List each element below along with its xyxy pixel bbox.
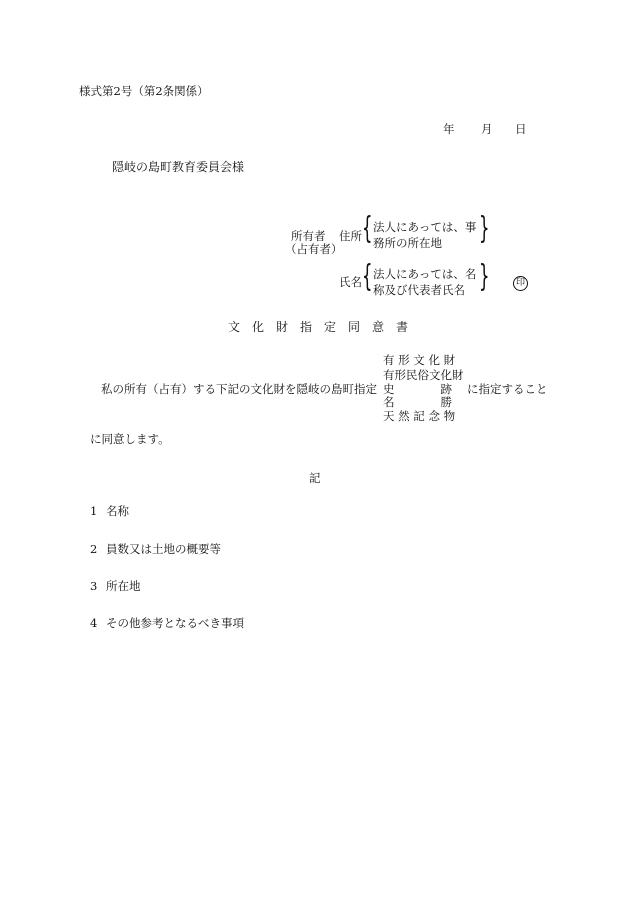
date-day-label: 日	[515, 122, 527, 136]
date-year-label: 年	[443, 122, 455, 136]
name-note-line2: 称及び代表者氏名	[373, 283, 465, 297]
item-number: 4	[90, 616, 98, 630]
item-location-label: 所在地	[106, 579, 141, 593]
body-continuation: に同意します。	[90, 432, 170, 446]
address-note-line1: 法人にあっては、事	[373, 220, 477, 234]
owner-label: 所有者	[291, 229, 326, 243]
address-note-line2: 務所の所在地	[373, 236, 442, 250]
item-number: 1	[90, 504, 98, 518]
left-brace-name: {	[362, 259, 373, 294]
option-tangible-folk-cultural-property: 有形民俗文化財	[383, 368, 464, 382]
seal-mark-icon: 印	[513, 276, 528, 291]
right-brace-name: }	[479, 259, 490, 294]
body-lead-text: 私の所有（占有）する下記の文化財を隠岐の島町指定	[101, 382, 377, 396]
right-brace-address: }	[479, 211, 490, 246]
body-trail-text: に指定すること	[467, 382, 548, 396]
document-title: 文 化 財 指 定 同 意 書	[228, 320, 409, 334]
option-historic-site: 史 跡	[383, 382, 452, 396]
ki-heading: 記	[309, 471, 321, 485]
item-other-label: その他参考となるべき事項	[106, 616, 244, 630]
occupant-label: （占有者）	[285, 242, 343, 256]
option-scenic-beauty: 名 勝	[383, 395, 452, 409]
name-note-line1: 法人にあっては、名	[373, 267, 477, 281]
address-label: 住所	[339, 229, 362, 243]
option-tangible-cultural-property: 有 形 文 化 財	[383, 353, 456, 367]
item-number: 3	[90, 579, 98, 593]
left-brace-address: {	[362, 211, 373, 246]
item-name-label: 名称	[106, 504, 129, 518]
form-number: 様式第2号（第2条関係）	[79, 84, 209, 98]
item-quantity-label: 員数又は土地の概要等	[106, 542, 221, 556]
addressee: 隠岐の島町教育委員会様	[112, 160, 245, 174]
item-number: 2	[90, 542, 98, 556]
date-month-label: 月	[481, 122, 493, 136]
option-natural-monument: 天 然 記 念 物	[383, 409, 456, 423]
name-label: 氏名	[339, 275, 362, 289]
